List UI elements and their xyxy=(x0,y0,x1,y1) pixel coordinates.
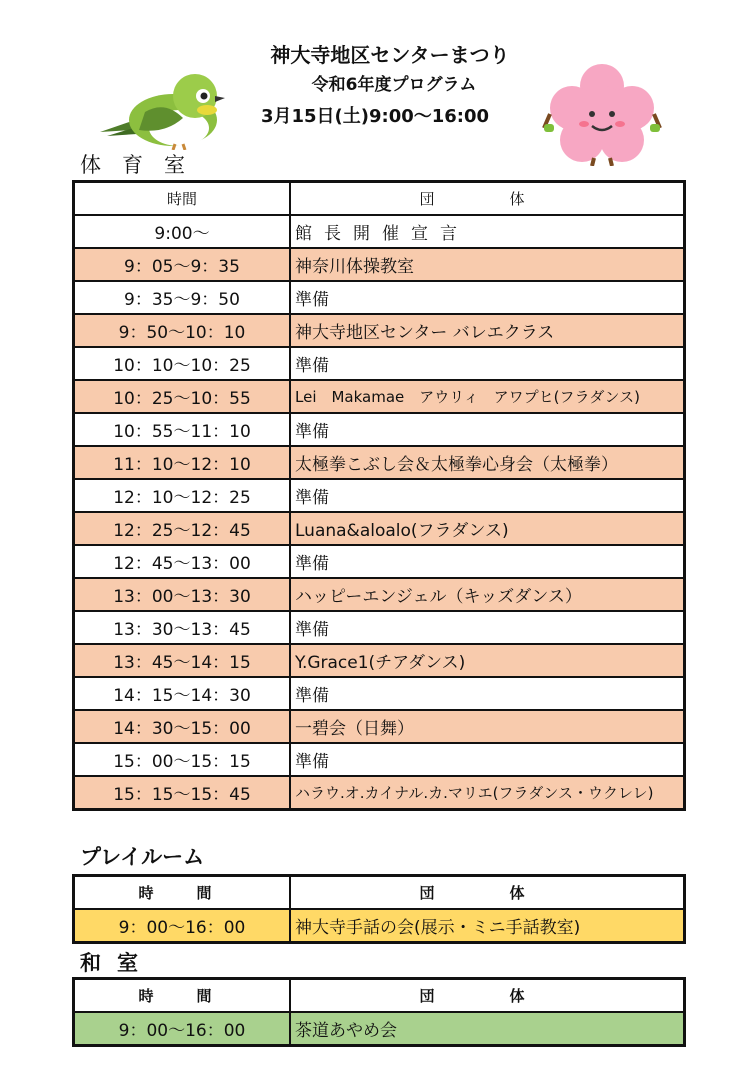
group-cell: 茶道あやめ会 xyxy=(290,1012,685,1046)
table-row xyxy=(74,479,685,512)
group-cell: 一碧会（日舞） xyxy=(290,710,685,743)
table-row xyxy=(74,380,685,413)
header-time: 時間 xyxy=(74,182,291,216)
table-header-row xyxy=(74,876,685,910)
group-cell: 準備 xyxy=(290,611,685,644)
table-row xyxy=(74,347,685,380)
group-cell: ハッピーエンジェル（キッズダンス） xyxy=(290,578,685,611)
section-label-gym: 体育室 xyxy=(80,153,206,177)
table-row xyxy=(74,710,685,743)
group-cell: 準備 xyxy=(290,479,685,512)
group-cell: 準備 xyxy=(290,677,685,710)
table-row xyxy=(74,446,685,479)
time-cell: 13：30〜13：45 xyxy=(74,611,291,644)
schedule-table-washitsu xyxy=(72,977,686,1047)
time-cell: 9：35〜9：50 xyxy=(74,281,291,314)
time-cell: 9：05〜9：35 xyxy=(74,248,291,281)
group-cell: Luana&aloalo(フラダンス) xyxy=(290,512,685,545)
section-label-washitsu: 和室 xyxy=(80,951,154,975)
header-group: 団 体 xyxy=(290,979,685,1013)
time-cell: 11：10〜12：10 xyxy=(74,446,291,479)
table-row xyxy=(74,1012,685,1046)
header-group: 団 体 xyxy=(290,182,685,216)
group-cell: 神大寺地区センター バレエクラス xyxy=(290,314,685,347)
group-cell: 準備 xyxy=(290,545,685,578)
header-group: 団 体 xyxy=(290,876,685,910)
table-row xyxy=(74,281,685,314)
table-row xyxy=(74,743,685,776)
group-cell: 準備 xyxy=(290,281,685,314)
table-row xyxy=(74,413,685,446)
schedule-table-playroom xyxy=(72,874,686,944)
table-row xyxy=(74,578,685,611)
time-cell: 12：10〜12：25 xyxy=(74,479,291,512)
time-cell: 14：15〜14：30 xyxy=(74,677,291,710)
table-row xyxy=(74,909,685,943)
group-cell: Y.Grace1(チアダンス) xyxy=(290,644,685,677)
table-row xyxy=(74,677,685,710)
time-cell: 15：15〜15：45 xyxy=(74,776,291,810)
time-cell: 13：00〜13：30 xyxy=(74,578,291,611)
table-header-row xyxy=(74,182,685,216)
table-row xyxy=(74,776,685,810)
time-cell: 9:00〜 xyxy=(74,215,291,248)
time-cell: 12：45〜13：00 xyxy=(74,545,291,578)
time-cell: 10：25〜10：55 xyxy=(74,380,291,413)
group-cell: 準備 xyxy=(290,743,685,776)
table-row xyxy=(74,644,685,677)
table-row xyxy=(74,545,685,578)
time-cell: 10：10〜10：25 xyxy=(74,347,291,380)
schedule-table-gym xyxy=(72,180,686,811)
table-header-row xyxy=(74,979,685,1013)
header-time: 時 間 xyxy=(74,876,291,910)
group-cell: 神奈川体操教室 xyxy=(290,248,685,281)
time-cell: 14：30〜15：00 xyxy=(74,710,291,743)
event-date: 3月15日(土)9:00〜16:00 xyxy=(260,106,490,127)
group-cell: ハラウ.オ.カイナル.カ.マリエ(フラダンス・ウクレレ) xyxy=(290,776,685,810)
page-subtitle: 令和6年度プログラム xyxy=(311,75,477,95)
time-cell: 13：45〜14：15 xyxy=(74,644,291,677)
table-row xyxy=(74,611,685,644)
time-cell: 12：25〜12：45 xyxy=(74,512,291,545)
group-cell: Lei Makamae アウリィ アワプヒ(フラダンス) xyxy=(290,380,685,413)
table-row xyxy=(74,512,685,545)
section-label-playroom: プレイルーム xyxy=(80,845,205,869)
table-row xyxy=(74,314,685,347)
title-block xyxy=(180,40,600,132)
time-cell: 15：00〜15：15 xyxy=(74,743,291,776)
table-row xyxy=(74,248,685,281)
group-cell: 太極拳こぶし会＆太極拳心身会（太極拳） xyxy=(290,446,685,479)
time-cell: 9：50〜10：10 xyxy=(74,314,291,347)
table-row xyxy=(74,215,685,248)
group-cell: 神大寺手話の会(展示・ミニ手話教室) xyxy=(290,909,685,943)
time-cell: 10：55〜11：10 xyxy=(74,413,291,446)
time-cell: 9：00〜16：00 xyxy=(74,909,291,943)
header-time: 時 間 xyxy=(74,979,291,1013)
group-cell: 準備 xyxy=(290,413,685,446)
group-cell: 館長開催宣言 xyxy=(290,215,685,248)
time-cell: 9：00〜16：00 xyxy=(74,1012,291,1046)
group-cell: 準備 xyxy=(290,347,685,380)
page-title: 神大寺地区センターまつり xyxy=(270,43,510,67)
